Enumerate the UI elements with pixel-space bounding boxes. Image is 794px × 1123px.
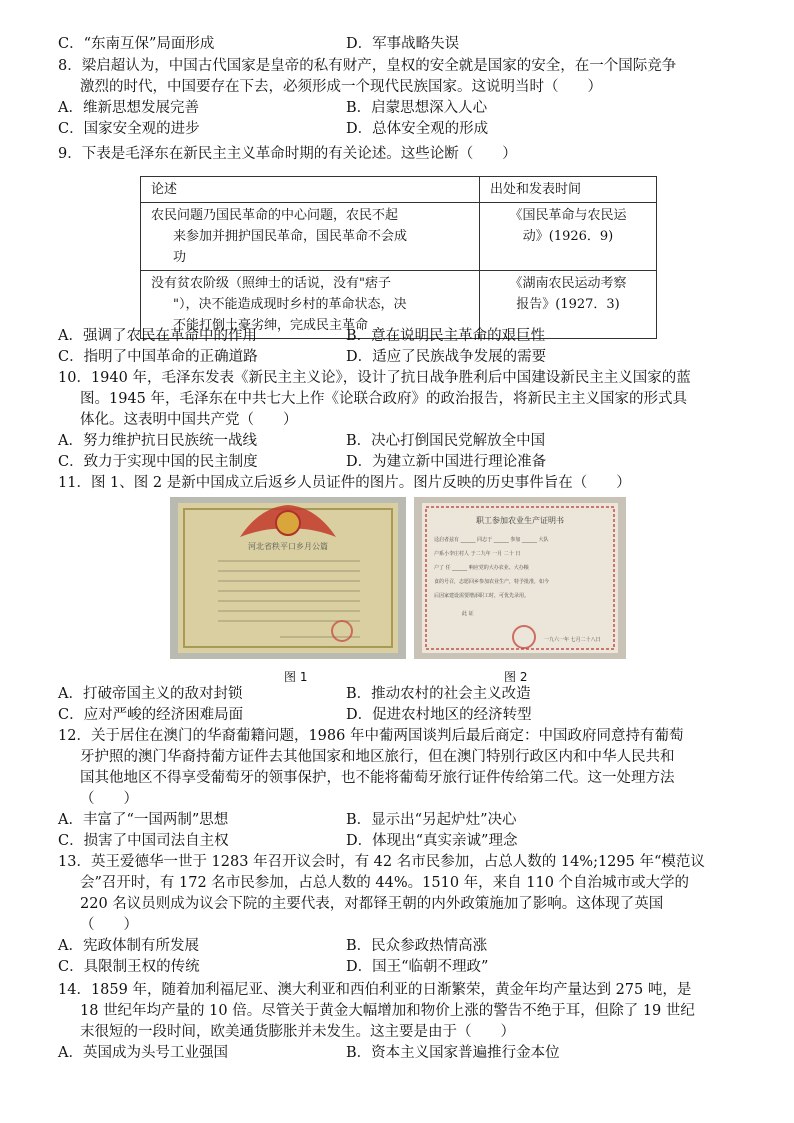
table-row xyxy=(141,203,657,271)
svg-text:食的号召，志愿回乡参加农业生产，特予批准，如今: 食的号召，志愿回乡参加农业生产，特予批准，如今 xyxy=(434,579,550,585)
q7-option-d: D．军事战略失误 xyxy=(346,36,460,52)
svg-text:一九六一年 七月二十八日: 一九六一年 七月二十八日 xyxy=(544,637,601,643)
q10-stem-3: 体化。这表明中国共产党（ ） xyxy=(80,412,298,428)
q13-stem-2: 会”召开时，有 172 名市民参加，占总人数的 44%。1510 年，来自 110 个自治城市或大学的 xyxy=(80,875,690,891)
q8-option-c: C．国家安全观的进步 xyxy=(58,121,200,137)
table-header-row xyxy=(141,177,657,203)
svg-text:此 证: 此 证 xyxy=(462,611,474,617)
q12-option-c: C．损害了中国司法自主权 xyxy=(58,833,229,849)
q14-option-a: A．英国成为头号工业强国 xyxy=(58,1045,228,1061)
q12-stem-4: （ ） xyxy=(80,791,138,807)
q8-option-d: D．总体安全观的形成 xyxy=(346,121,489,137)
emblem-icon xyxy=(276,511,300,535)
q10-option-a: A．努力维护抗日民族统一战线 xyxy=(58,433,257,449)
figure-2-certificate-image xyxy=(414,497,626,659)
q12-option-d: D．体现出“真实亲诚”理念 xyxy=(346,833,518,849)
q14-option-b: B．资本主义国家普遍推行金本位 xyxy=(346,1045,560,1061)
q12-stem-3: 国其他地区不得享受葡萄牙的领事保护，也不能将葡萄牙旅行证件传给第二代。这一处理方法 xyxy=(80,770,675,786)
svg-text:户系小李庄村人 于二九年 一月 二十 日: 户系小李庄村人 于二九年 一月 二十 日 xyxy=(434,551,521,557)
table-cell-statement: 农民问题乃国民革命的中心问题，农民不起 来参加并拥护国民革命，国民革命不会成 功 xyxy=(141,203,480,271)
q10-option-b: B．决心打倒国民党解放全中国 xyxy=(346,433,546,449)
q9-option-d: D．适应了民族战争发展的需要 xyxy=(346,349,547,365)
table-header-statement: 论述 xyxy=(141,177,480,203)
q13-stem-3: 220 名议员则成为议会下院的主要代表，对都铎王朝的内外政策施加了影响。这体现了英国 xyxy=(80,896,664,912)
q11-stem: 11．图 1、图 2 是新中国成立后返乡人员证件的图片。图片反映的历史事件旨在（ ） xyxy=(58,475,631,491)
q9-option-c: C．指明了中国革命的正确道路 xyxy=(58,349,258,365)
svg-text:后因家建设需要增添职工时，可优先录用。: 后因家建设需要增添职工时，可优先录用。 xyxy=(434,593,530,599)
q8-stem-2: 激烈的时代，中国要存在下去，必须形成一个现代民族国家。这说明当时（ ） xyxy=(80,79,602,95)
q10-option-d: D．为建立新中国进行理论准备 xyxy=(346,454,547,470)
q10-stem-1: 10．1940 年，毛泽东发表《新民主主义论》，设计了抗日战争胜利后中国建设新民主主义国家的蓝 xyxy=(58,370,691,386)
q13-stem-4: （ ） xyxy=(80,917,138,933)
q9-option-a: A．强调了农民在革命中的作用 xyxy=(58,328,257,344)
q8-option-b: B．启蒙思想深入人心 xyxy=(346,100,488,116)
svg-text:户了 任 ______ 响应党的大办农业、大办粮: 户了 任 ______ 响应党的大办农业、大办粮 xyxy=(434,565,529,571)
svg-text:迳启者兹有 ______ 同志于 ______ 参加 ___: 迳启者兹有 ______ 同志于 ______ 参加 ______ 大队 xyxy=(434,537,549,543)
q9-table xyxy=(140,176,657,339)
q13-option-b: B．民众参政热情高涨 xyxy=(346,938,488,954)
certificate-paper xyxy=(422,503,618,653)
q8-stem-1: 8．梁启超认为，中国古代国家是皇帝的私有财产，皇权的安全就是国家的安全，在一个国际竞争 xyxy=(58,58,677,74)
table-cell-source: 《国民革命与农民运 动》(1926．9) xyxy=(480,203,657,271)
q11-option-c: C．应对严峻的经济困难局面 xyxy=(58,707,244,723)
q12-option-b: B．显示出“另起炉灶”决心 xyxy=(346,812,517,828)
q13-option-c: C．具限制王权的传统 xyxy=(58,959,200,975)
q9-stem: 9．下表是毛泽东在新民主主义革命时期的有关论述。这些论断（ ） xyxy=(58,146,517,162)
q7-option-c: C．“东南互保”局面形成 xyxy=(58,36,215,52)
q8-option-a: A．维新思想发展完善 xyxy=(58,100,199,116)
q14-stem-2: 18 世纪年均产量的 10 倍。尽管关于黄金大幅增加和物价上涨的警告不绝于耳，但除了 19 世纪 xyxy=(80,1003,695,1019)
q13-stem-1: 13．英王爱德华一世于 1283 年召开议会时，有 42 名市民参加，占总人数的 14%;1295 年“模范议 xyxy=(58,854,705,870)
q12-stem-2: 牙护照的澳门华裔持葡方证件去其他国家和地区旅行，但在澳门特别行政区内和中华人民共和 xyxy=(80,749,675,765)
q10-option-c: C．致力于实现中国的民主制度 xyxy=(58,454,258,470)
figure-1-certificate-image xyxy=(170,497,406,659)
table-cell-source: 《湖南农民运动考察 报告》(1927．3) xyxy=(480,271,657,339)
table-cell-statement: 没有贫农阶级（照绅士的话说，没有"痞子 "），决不能造成现时乡村的革命状态，决 不能打倒土豪劣绅，完成民主革命 xyxy=(141,271,480,339)
q13-option-a: A．宪政体制有所发展 xyxy=(58,938,199,954)
certificate-title: 河北省秩平口乡月公篇 xyxy=(248,542,328,551)
q11-option-b: B．推动农村的社会主义改造 xyxy=(346,686,531,702)
q9-option-b: B．意在说明民主革命的艰巨性 xyxy=(346,328,546,344)
q14-stem-1: 14．1859 年，随着加利福尼亚、澳大利亚和西伯利亚的日渐繁荣，黄金年均产量达到 275 吨，是 xyxy=(58,982,692,998)
table-header-source: 出处和发表时间 xyxy=(480,177,657,203)
q10-stem-2: 图。1945 年，毛泽东在中共七大上作《论联合政府》的政治报告，将新民主主义国家的形式具 xyxy=(80,391,688,407)
figure-2-caption: 图 2 xyxy=(504,670,528,684)
q12-stem-1: 12．关于居住在澳门的华裔葡籍问题，1986 年中葡两国谈判后最后商定：中国政府同意持有葡萄 xyxy=(58,728,684,744)
q11-option-d: D．促进农村地区的经济转型 xyxy=(346,707,532,723)
q11-option-a: A．打破帝国主义的敌对封锁 xyxy=(58,686,243,702)
q14-stem-3: 末很短的一段时间，欧美通货膨胀并未发生。这主要是由于（ ） xyxy=(80,1024,515,1040)
figure-1-caption: 图 1 xyxy=(284,670,308,684)
certificate-title: 职工参加农业生产证明书 xyxy=(476,516,564,525)
q13-option-d: D．国王“临朝不理政” xyxy=(346,959,489,975)
q12-option-a: A．丰富了“一国两制”思想 xyxy=(58,812,229,828)
